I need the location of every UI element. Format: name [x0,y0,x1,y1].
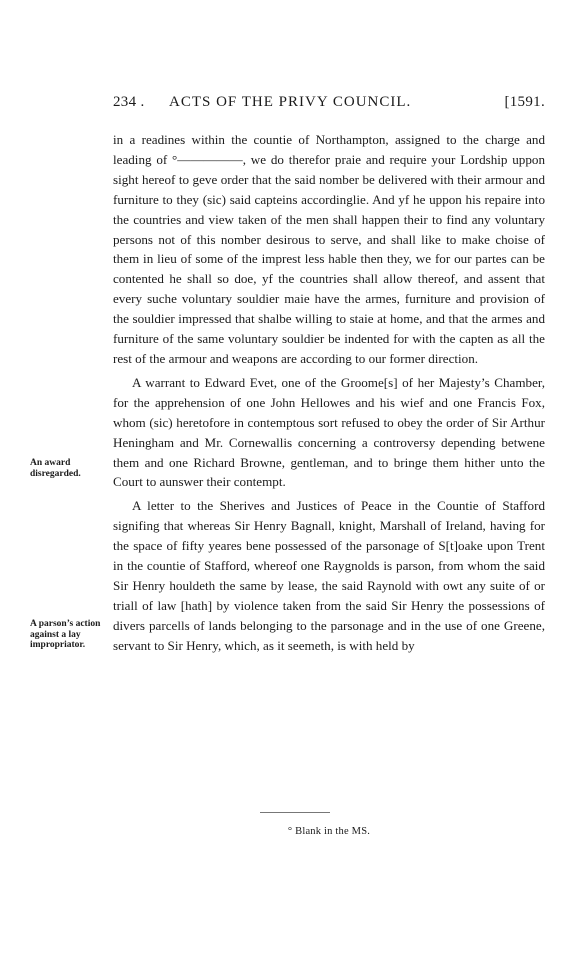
side-note-award: An award disregarded. [30,458,81,479]
page-number: 234 . [113,94,145,110]
paragraph-warrant: A warrant to Edward Evet, one of the Groome[s] of her Majesty’s Chamber, for the apprehension of one John Hellowes and his wief and one Francis Fox, whom (sic) heretofore in contemptous sort refused to obey the order of Sir Arthur Heningham and Mr. Cornewallis concerning a controversy depending betwene them and one Richard Browne, gentleman, and to bringe them hither unto the Court to aunswer their contempt. [113,374,545,490]
running-year: [1591. [504,94,545,110]
paragraph-continuation: in a readines within the countie of Northampton, assigned to the charge and leading of °—————, we do therefor praie and require your Lordship uppon sight hereof to geve order that the said nomber be delivered with their armour and furniture to they (sic) said capteins accordinglie. And yf he uppon his repaire into the countries and view taken of the men shall happen their to find any voluntary persons not of this nomber desirous to serve, and shall like to make choise of them in lieu of some of the imprest less hable then they, we for our partes can be contented he shall so doe, yf the countries shall allow thereof, and assent that every suche voluntary souldier maie have the armes, furniture and provision of the souldier impressed that shalbe willing to staie at home, and that the armes and furniture of the same voluntary souldier be indented for with the capten as all the rest of the armour and weapons are according to our former direction. [113,132,545,366]
running-title: ACTS OF THE PRIVY COUNCIL. [169,94,412,110]
body-text [113,130,545,656]
footnote-rule [260,812,330,813]
paragraph-letter: A letter to the Sherives and Justices of Peace in the Countie of Stafford signifing that whereas Sir Henry Bagnall, knight, Marshall of Ireland, having for the space of fifty yeares bene possessed of the parsonage of S[t]oake upon Trent in the countie of Stafford, whereof one Raygnolds is parson, from whom the said Sir Henry houldeth the same by lease, the said Raynold with owt any suite of or triall of law [hath] by violence taken from the said Sir Henry the possessions of divers parcells of lands belonging to the parsonage and in the use of one Greene, servant to Sir Henry, which, as it seemeth, is with held by [113,498,545,653]
running-header [113,94,545,118]
footnote: ° Blank in the MS. [287,826,371,837]
side-note-parson: A parson’s action against a lay impropriator. [30,619,101,650]
